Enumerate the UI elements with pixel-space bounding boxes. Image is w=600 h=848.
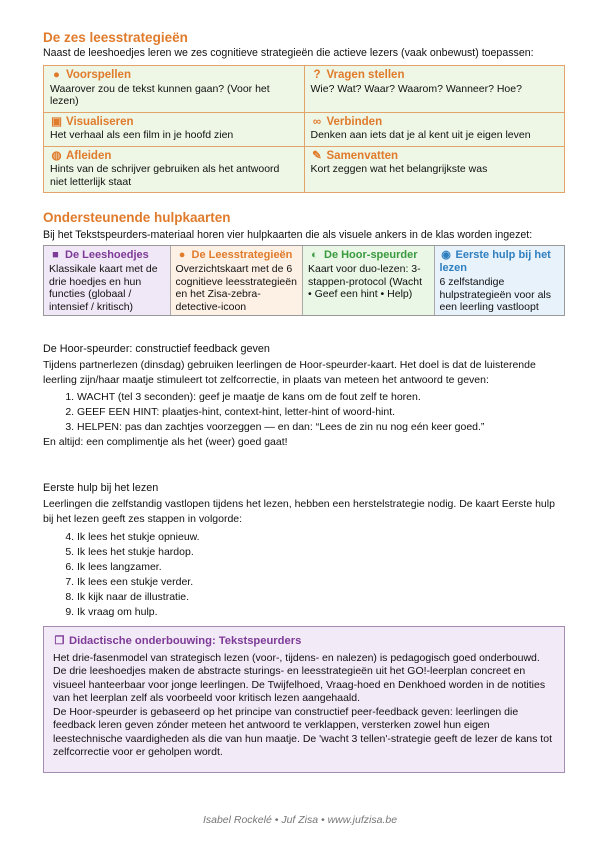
didactic-p2: De Hoor-speurder is gebaseerd op het principe van constructief peer-feedback geven: leerlingen die feedback leren geven zónder meteen het antwoord te verklappen, versterken zowel hun eigen leestechnische vaardigheden als die van hun maatje. De 'wacht 3 tellen'-strategie geeft de lezer de kans tot zelfcorrectie voor er geholpen wordt. bbox=[53, 705, 552, 758]
books-icon: ❐ bbox=[54, 635, 65, 647]
didactic-title: Didactische onderbouwing: Tekstspeurders bbox=[69, 635, 302, 647]
hoor-heading: De Hoor-speurder: constructief feedback geven bbox=[43, 343, 270, 355]
footer: Isabel Rockelé • Juf Zisa • www.jufzisa.be bbox=[202, 814, 398, 826]
memo-icon: ✎ bbox=[312, 149, 322, 162]
list-item: 9. Ik vraag om hulp. bbox=[77, 605, 568, 620]
hoor-body: Tijdens partnerlezen (dinsdag) gebruiken leerlingen de Hoor-speurder-kaart. Het doel is dat de luisterende leerling zijn/haar maatje stimuleert tot zelfcorrectie, in plaats van meteen het antwoord te geven: bbox=[43, 359, 536, 386]
eerste-steps bbox=[43, 530, 568, 620]
strategy-cell bbox=[44, 66, 305, 113]
strategy-title: Vragen stellen bbox=[326, 69, 405, 81]
card-title: De Leesstrategieën bbox=[191, 249, 293, 261]
list-item: 5. Ik lees het stukje hardop. bbox=[77, 545, 568, 560]
card-desc: Klassikale kaart met de drie hoedjes en hun functies (globaal / intensief / kritisch) bbox=[49, 263, 158, 313]
strategy-cell bbox=[304, 146, 565, 193]
eerste-heading: Eerste hulp bij het lezen bbox=[43, 482, 159, 494]
question-mark-icon: ? bbox=[313, 69, 321, 81]
strategy-desc: Wie? Wat? Waar? Waarom? Wanneer? Hoe? bbox=[310, 82, 522, 95]
strategy-desc: Kort zeggen wat het belangrijkste was bbox=[310, 163, 488, 175]
strategies-row bbox=[44, 146, 565, 193]
list-item: 1. WACHT (tel 3 seconden): geef je maatje de kans om de fout zelf te horen. bbox=[77, 390, 568, 405]
card-title: Eerste hulp bij het lezen bbox=[439, 249, 551, 274]
strategy-title: Samenvatten bbox=[326, 149, 399, 162]
detective-icon: ◍ bbox=[51, 149, 62, 162]
list-item: 7. Ik lees een stukje verder. bbox=[77, 575, 568, 590]
help-cards bbox=[43, 245, 565, 316]
strategy-cell bbox=[304, 66, 565, 113]
strategy-title: Verbinden bbox=[326, 115, 383, 128]
strategy-title-row bbox=[311, 116, 560, 129]
card-title: De Hoor-speurder bbox=[324, 249, 418, 261]
help-card bbox=[303, 246, 435, 315]
strategy-title-row bbox=[311, 150, 560, 163]
card-desc: Overzichtskaart met de 6 cognitieve leesstrategieën en het Zisa-zebra-detective-icoon bbox=[175, 263, 297, 313]
strategy-desc: Hints van de schrijver gebruiken als het antwoord niet letterlijk staat bbox=[50, 163, 280, 188]
help-card bbox=[435, 246, 565, 315]
list-item: 4. Ik lees het stukje opnieuw. bbox=[77, 530, 568, 545]
strategy-title-row bbox=[50, 150, 299, 163]
strategy-title: Afleiden bbox=[66, 149, 112, 162]
strategies-row bbox=[44, 112, 565, 146]
strategy-title: Visualiseren bbox=[66, 115, 134, 128]
strategy-desc: Het verhaal als een film in je hoofd zien bbox=[50, 129, 234, 141]
hat-icon: ■ bbox=[52, 249, 59, 261]
list-item: 2. GEEF EEN HINT: plaatjes-hint, context-hint, letter-hint of woord-hint. bbox=[77, 405, 568, 420]
didactic-box bbox=[43, 626, 565, 773]
card-title: De Leeshoedjes bbox=[65, 249, 149, 261]
strategy-cell bbox=[44, 146, 305, 193]
strategy-cell bbox=[304, 112, 565, 146]
list-item: 8. Ik kijk naar de illustratie. bbox=[77, 590, 568, 605]
strategy-title: Voorspellen bbox=[66, 69, 131, 81]
strategy-title-row bbox=[50, 116, 299, 129]
list-item: 3. HELPEN: pas dan zachtjes voorzeggen — en dan: “Lees de zin nu nog eén keer goed.” bbox=[77, 420, 568, 435]
card-desc: 6 zelfstandige hulpstrategieën voor als een leerling vastloopt bbox=[439, 276, 551, 313]
crystal-ball-icon: ● bbox=[53, 69, 60, 81]
hoor-steps bbox=[43, 390, 568, 435]
strategy-desc: Waarover zou de tekst kunnen gaan? (Voor het lezen) bbox=[50, 82, 270, 107]
lifebuoy-icon: ◉ bbox=[441, 249, 451, 261]
eerste-section bbox=[43, 482, 568, 620]
didactic-p1: Het drie-fasenmodel van strategisch lezen (voor-, tijdens- en nalezen) is pedagogisch goed onderbouwd. De drie leeshoedjes maken de abstracte sturings- en leesstrategieën uit het GO!-leerplan concreet en visueel hanteerbaar voor jonge leerlingen. De Twijfelhoed, Vraag-hoed en Denkhoed worden in de notities van het leerplan zelf als voorbeeld voor kritisch lezen aangehaald. bbox=[53, 651, 546, 704]
strategies-row bbox=[44, 66, 565, 113]
eerste-body: Leerlingen die zelfstandig vastlopen tijdens het lezen, hebben een herstelstrategie nodig. De kaart Eerste hulp bij het lezen geeft zes stappen in volgorde: bbox=[43, 498, 555, 525]
section-title-strategies: De zes leesstrategieën bbox=[43, 30, 188, 45]
didactic-title-row bbox=[53, 635, 555, 649]
strategy-cell bbox=[44, 112, 305, 146]
film-icon: ▣ bbox=[51, 115, 62, 128]
strategy-title-row bbox=[311, 69, 560, 82]
section-intro-cards: Bij het Tekstspeurders-materiaal horen vier hulpkaarten die als visuele ankers in de klas worden ingezet: bbox=[43, 229, 533, 241]
magnifier-icon: ● bbox=[178, 249, 186, 261]
strategy-desc: Denken aan iets dat je al kent uit je eigen leven bbox=[310, 129, 531, 141]
hoor-closing: En altijd: een complimentje als het (weer) goed gaat! bbox=[43, 436, 288, 448]
section-title-cards: Ondersteunende hulpkaarten bbox=[43, 210, 231, 225]
ear-icon: ◐ bbox=[311, 249, 318, 261]
strategy-title-row bbox=[50, 69, 299, 82]
help-card bbox=[44, 246, 171, 315]
link-icon: ∞ bbox=[312, 115, 322, 128]
card-desc: Kaart voor duo-lezen: 3-stappen-protocol (Wacht • Geef een hint • Help) bbox=[308, 263, 422, 300]
help-card bbox=[171, 246, 303, 315]
list-item: 6. Ik lees langzamer. bbox=[77, 560, 568, 575]
section-intro-strategies: Naast de leeshoedjes leren we zes cognitieve strategieën die actieve lezers (vaak onbewust) toepassen: bbox=[43, 47, 534, 59]
hoor-section bbox=[43, 343, 568, 450]
strategies-table bbox=[43, 65, 565, 193]
